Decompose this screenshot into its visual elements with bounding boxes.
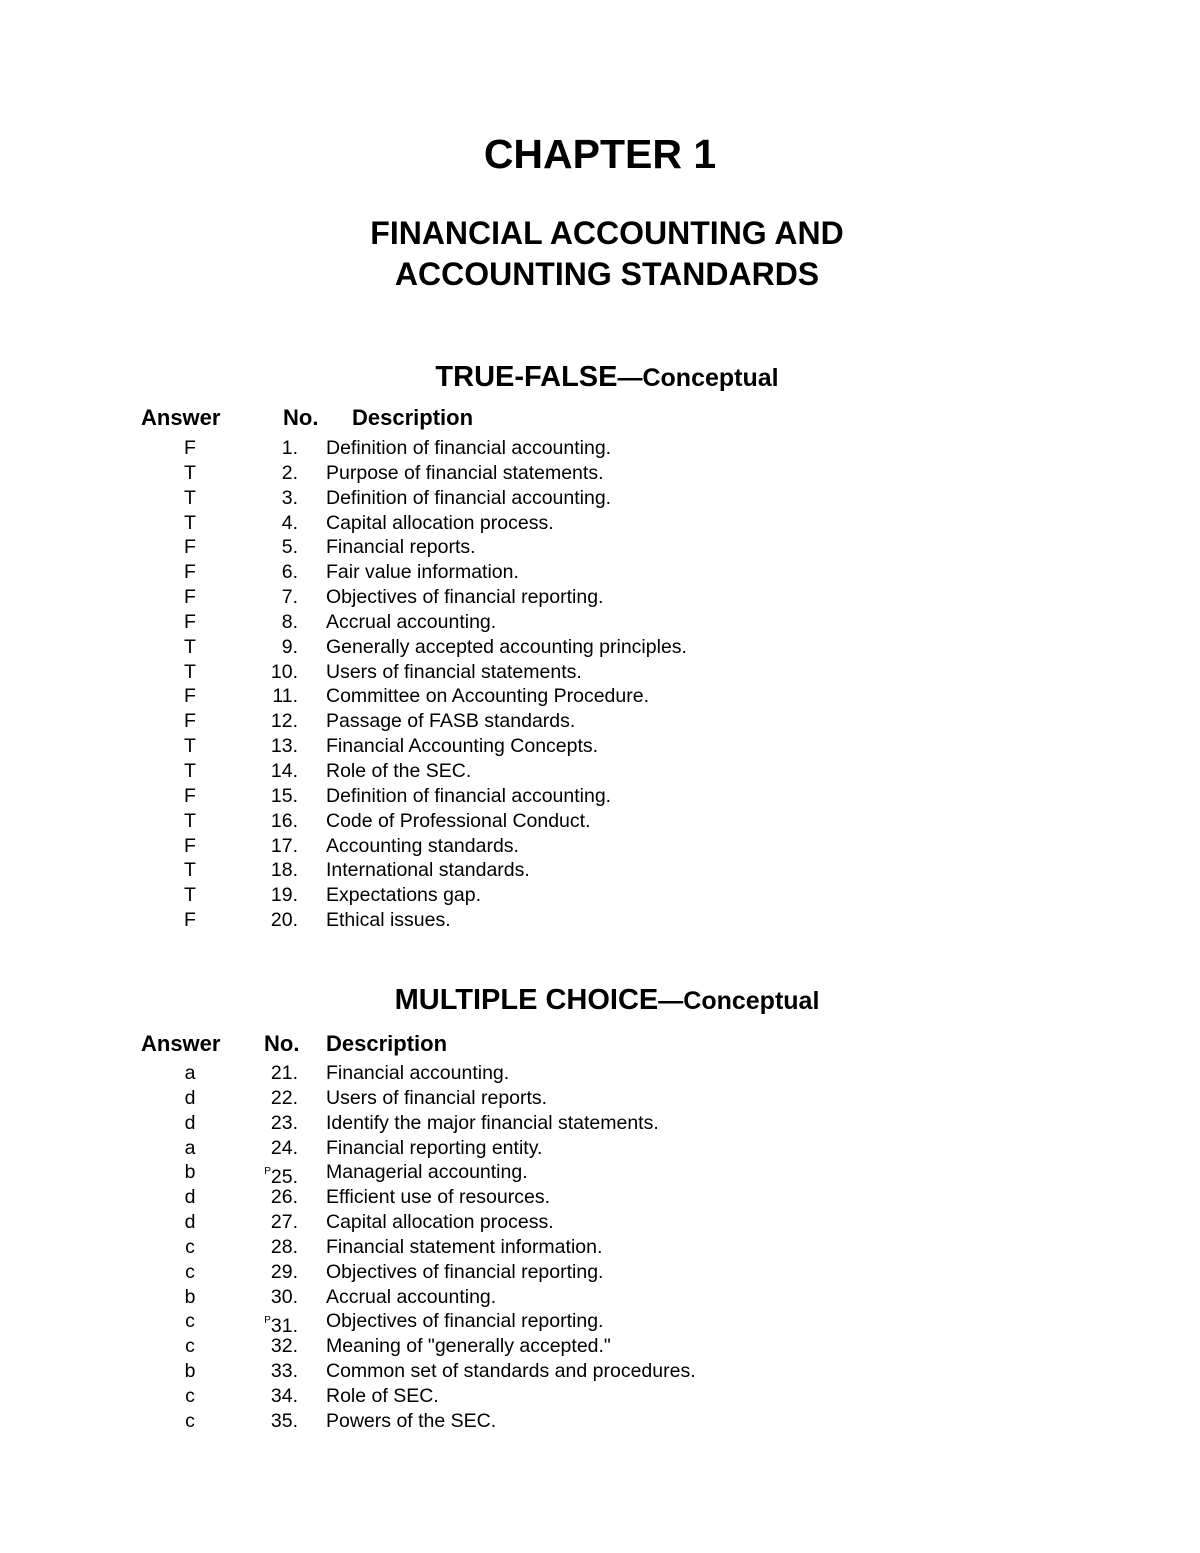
answer-key: F — [184, 784, 196, 807]
list-item — [0, 1384, 1200, 1409]
answer-key: T — [184, 461, 196, 484]
item-number — [240, 511, 298, 536]
answer-key: T — [184, 486, 196, 509]
answer-key: c — [185, 1260, 195, 1283]
item-number-text: 21. — [270, 1062, 298, 1084]
answer-key: T — [184, 635, 196, 658]
answer-key: F — [184, 561, 196, 584]
item-description: Ethical issues. — [326, 909, 451, 932]
item-number — [240, 1260, 298, 1285]
chapter-heading: CHAPTER 1 — [483, 131, 717, 177]
item-description: Objectives of financial reporting. — [326, 586, 604, 609]
item-description: Definition of financial accounting. — [326, 486, 612, 509]
column-header-description: Description — [326, 1031, 448, 1056]
answer-key: d — [184, 1211, 196, 1234]
answer-key: F — [184, 437, 196, 459]
item-number — [240, 535, 298, 560]
item-number-text: 34. — [270, 1384, 298, 1407]
item-number — [240, 1334, 298, 1359]
item-description: Accounting standards. — [326, 834, 519, 857]
item-number-text: 28. — [270, 1235, 298, 1258]
item-description: Financial Accounting Concepts. — [326, 735, 599, 758]
item-number — [240, 858, 298, 883]
answer-key: T — [184, 735, 196, 758]
item-number — [240, 610, 298, 635]
item-number — [240, 1185, 298, 1210]
item-description: Financial accounting. — [326, 1062, 510, 1084]
list-item — [0, 1334, 1200, 1359]
answer-key: T — [184, 759, 196, 782]
list-item — [0, 1185, 1200, 1210]
list-item — [0, 734, 1200, 759]
list-item — [0, 535, 1200, 560]
item-number — [240, 1285, 298, 1310]
item-number — [240, 684, 298, 709]
list-item — [0, 834, 1200, 859]
item-description: Managerial accounting. — [326, 1161, 528, 1184]
answer-key: F — [184, 834, 196, 857]
column-header-no: No. — [283, 405, 319, 430]
item-description: Financial reports. — [326, 536, 476, 559]
item-number — [240, 1359, 298, 1384]
list-item — [0, 684, 1200, 709]
item-number-text: 27. — [270, 1211, 298, 1234]
item-number-text: 13. — [270, 735, 298, 758]
item-description: Committee on Accounting Procedure. — [326, 685, 650, 708]
item-number-text: 14. — [270, 759, 298, 782]
item-number-text: 11. — [272, 685, 298, 708]
item-number — [240, 784, 298, 809]
list-item — [0, 436, 1200, 461]
item-description: Expectations gap. — [326, 884, 482, 907]
item-number-text: 33. — [270, 1360, 298, 1383]
item-number — [240, 759, 298, 784]
answer-key: F — [184, 610, 196, 633]
item-number-text: 20. — [270, 909, 298, 932]
item-description: Definition of financial accounting. — [326, 784, 612, 807]
item-number — [240, 660, 298, 685]
item-number — [240, 1235, 298, 1260]
item-description: Code of Professional Conduct. — [326, 809, 591, 832]
list-item — [0, 1235, 1200, 1260]
answer-key: T — [184, 511, 196, 534]
item-number-text: 16. — [270, 809, 298, 832]
item-number — [240, 635, 298, 660]
column-header-answer: Answer — [141, 1031, 221, 1056]
list-item — [0, 908, 1200, 933]
answer-key: c — [185, 1235, 195, 1258]
list-item — [0, 1309, 1200, 1338]
answer-key: F — [184, 586, 196, 609]
chapter-title — [0, 213, 1200, 295]
answer-key: a — [184, 1062, 196, 1084]
item-description: Passage of FASB standards. — [326, 710, 576, 733]
list-item — [0, 511, 1200, 536]
item-description: Powers of the SEC. — [326, 1409, 497, 1432]
item-number-text: 24. — [270, 1136, 298, 1159]
item-number-text: 10. — [270, 660, 298, 683]
item-number-text: 9. — [281, 635, 298, 658]
item-number — [240, 1384, 298, 1409]
list-item — [0, 1136, 1200, 1161]
item-description: Common set of standards and procedures. — [326, 1360, 696, 1383]
item-number-text: 30. — [270, 1285, 298, 1308]
list-item — [0, 1285, 1200, 1310]
item-number-text: 17. — [270, 834, 298, 857]
item-number-text: 22. — [270, 1086, 298, 1109]
list-item — [0, 1359, 1200, 1384]
column-header-no: No. — [264, 1031, 300, 1056]
item-description: Financial reporting entity. — [326, 1136, 543, 1159]
chapter-title-line-2: ACCOUNTING STANDARDS — [394, 256, 820, 292]
item-number — [240, 734, 298, 759]
section-title-suffix: —Conceptual — [658, 987, 820, 1015]
item-description: Users of financial reports. — [326, 1086, 548, 1109]
list-item — [0, 610, 1200, 635]
item-number-text: 26. — [270, 1186, 298, 1209]
item-number-text: 29. — [270, 1260, 298, 1283]
item-number-text: 4. — [281, 511, 298, 534]
item-description: Generally accepted accounting principles. — [326, 635, 687, 658]
item-number-text: 3. — [281, 486, 298, 509]
answer-key: c — [185, 1384, 195, 1407]
list-item — [0, 1086, 1200, 1111]
item-number — [240, 436, 298, 461]
list-item — [0, 1111, 1200, 1136]
item-marker: P — [264, 1166, 271, 1178]
answer-key: T — [184, 809, 196, 832]
section-title-true-false — [0, 359, 1200, 396]
true-false-list — [0, 436, 1200, 933]
column-header-description: Description — [352, 405, 474, 430]
item-number — [240, 834, 298, 859]
list-item — [0, 809, 1200, 834]
item-number — [240, 809, 298, 834]
item-description: Objectives of financial reporting. — [326, 1260, 604, 1283]
item-description: Identify the major financial statements. — [326, 1111, 659, 1134]
answer-key: a — [184, 1136, 196, 1159]
section-title-multiple-choice — [0, 982, 1200, 1019]
item-number — [240, 908, 298, 933]
answer-key: b — [184, 1161, 196, 1184]
item-description: Role of SEC. — [326, 1384, 439, 1407]
answer-key: F — [184, 536, 196, 559]
chapter-title-line-1: FINANCIAL ACCOUNTING AND — [370, 215, 844, 251]
answer-key: c — [185, 1409, 195, 1432]
item-description: Role of the SEC. — [326, 759, 472, 782]
item-number — [240, 1086, 298, 1111]
list-item — [0, 635, 1200, 660]
item-number — [240, 883, 298, 908]
answer-key: T — [184, 859, 196, 882]
list-item — [0, 709, 1200, 734]
item-number-text: 35. — [270, 1409, 298, 1432]
item-description: Accrual accounting. — [326, 610, 497, 633]
section-title-text: MULTIPLE CHOICE — [394, 984, 659, 1016]
item-number-text: 1. — [281, 437, 298, 459]
item-number-text: 23. — [270, 1111, 298, 1134]
item-number-text: 15. — [270, 784, 298, 807]
answer-key: d — [184, 1086, 196, 1109]
item-description: Capital allocation process. — [326, 511, 554, 534]
item-number — [240, 461, 298, 486]
list-item — [0, 883, 1200, 908]
item-number — [240, 1111, 298, 1136]
item-number-text: 18. — [270, 859, 298, 882]
item-number-text: 7. — [281, 586, 298, 609]
list-item — [0, 1409, 1200, 1434]
answer-key: T — [184, 884, 196, 907]
answer-key: F — [184, 685, 196, 708]
list-item — [0, 784, 1200, 809]
item-description: Users of financial statements. — [326, 660, 582, 683]
item-description: Accrual accounting. — [326, 1285, 497, 1308]
list-item — [0, 759, 1200, 784]
item-description: Capital allocation process. — [326, 1211, 554, 1234]
item-description: Financial statement information. — [326, 1235, 603, 1258]
item-number — [240, 1061, 298, 1086]
item-description: Fair value information. — [326, 561, 519, 584]
answer-key: T — [184, 660, 196, 683]
list-item — [0, 560, 1200, 585]
item-number-text: 31. — [270, 1315, 298, 1338]
list-item — [0, 660, 1200, 685]
item-number-text: 12. — [270, 710, 298, 733]
section-title-text: TRUE-FALSE — [435, 361, 618, 393]
answer-key: b — [184, 1285, 196, 1308]
item-marker: P — [264, 1315, 271, 1327]
item-description: Definition of financial accounting. — [326, 437, 612, 459]
answer-key: F — [184, 909, 196, 932]
item-description: International standards. — [326, 859, 530, 882]
item-description: Objectives of financial reporting. — [326, 1310, 604, 1333]
item-description: Efficient use of resources. — [326, 1186, 551, 1209]
section-title-suffix: —Conceptual — [617, 364, 779, 392]
list-item — [0, 858, 1200, 883]
item-number-text: 25. — [270, 1166, 298, 1189]
answer-key: c — [185, 1310, 195, 1333]
item-number-text: 6. — [281, 561, 298, 584]
item-description: Meaning of "generally accepted." — [326, 1335, 611, 1358]
item-number — [240, 1409, 298, 1434]
multiple-choice-list — [0, 1061, 1200, 1434]
list-item — [0, 1061, 1200, 1086]
list-item — [0, 1160, 1200, 1189]
item-number-text: 5. — [281, 536, 298, 559]
list-item — [0, 461, 1200, 486]
item-number — [240, 1136, 298, 1161]
item-number — [240, 486, 298, 511]
item-description: Purpose of financial statements. — [326, 461, 604, 484]
column-header-answer: Answer — [141, 405, 221, 430]
item-number-text: 32. — [270, 1335, 298, 1358]
list-item — [0, 1210, 1200, 1235]
item-number-text: 19. — [270, 884, 298, 907]
item-number-text: 8. — [281, 610, 298, 633]
answer-key: F — [184, 710, 196, 733]
answer-key: b — [184, 1360, 196, 1383]
list-item — [0, 585, 1200, 610]
answer-key: d — [184, 1186, 196, 1209]
list-item — [0, 486, 1200, 511]
list-item — [0, 1260, 1200, 1285]
item-number — [240, 1210, 298, 1235]
item-number — [240, 585, 298, 610]
answer-key: c — [185, 1335, 195, 1358]
item-number — [240, 709, 298, 734]
answer-key: d — [184, 1111, 196, 1134]
item-number-text: 2. — [281, 461, 298, 484]
item-number — [240, 560, 298, 585]
